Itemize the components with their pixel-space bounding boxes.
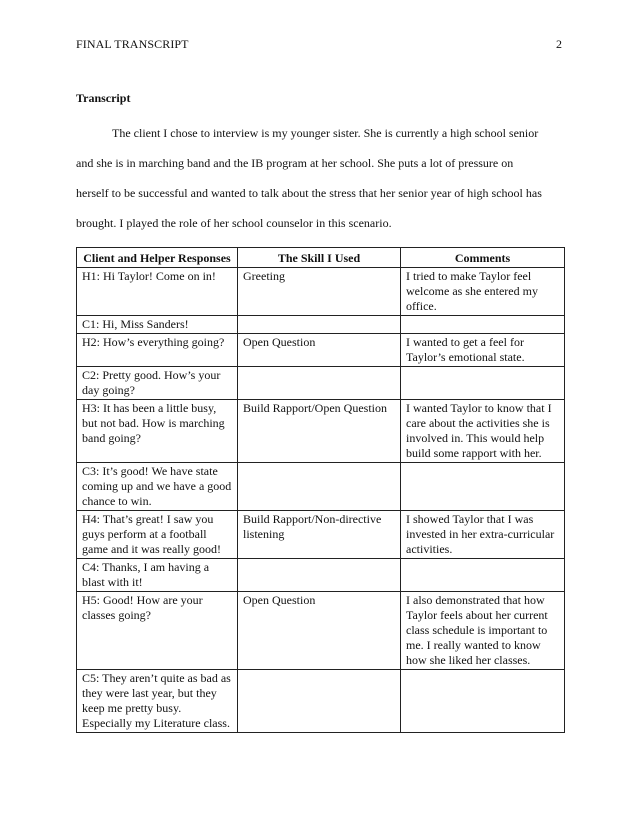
page-number: 2	[556, 37, 562, 51]
comment-cell	[401, 463, 565, 511]
comment-cell: I wanted to get a feel for Taylor’s emotional state.	[401, 334, 565, 367]
table-row	[77, 367, 565, 400]
skill-cell: Open Question	[238, 334, 401, 367]
comment-cell	[401, 367, 565, 400]
table-row	[77, 463, 565, 511]
response-cell: H5: Good! How are your classes going?	[77, 592, 238, 670]
comment-cell	[401, 559, 565, 592]
transcript-table	[76, 247, 565, 733]
skill-cell	[238, 367, 401, 400]
comment-cell: I tried to make Taylor feel welcome as she entered my office.	[401, 268, 565, 316]
skill-cell: Build Rapport/Open Question	[238, 400, 401, 463]
skill-cell	[238, 316, 401, 334]
table-row	[77, 670, 565, 733]
table-row	[77, 334, 565, 367]
response-cell: C5: They aren’t quite as bad as they were last year, but they keep me pretty busy. Especially my Literature class.	[77, 670, 238, 733]
response-cell: H1: Hi Taylor! Come on in!	[77, 268, 238, 316]
skill-cell: Build Rapport/Non-directive listening	[238, 511, 401, 559]
comment-cell: I showed Taylor that I was invested in her extra-curricular activities.	[401, 511, 565, 559]
comment-cell: I wanted Taylor to know that I care about the activities she is involved in. This would help build some rapport with her.	[401, 400, 565, 463]
response-cell: C4: Thanks, I am having a blast with it!	[77, 559, 238, 592]
response-cell: H2: How’s everything going?	[77, 334, 238, 367]
response-cell: H4: That’s great! I saw you guys perform at a football game and it was really good!	[77, 511, 238, 559]
intro-line-4: brought. I played the role of her school counselor in this scenario.	[76, 216, 392, 230]
comment-cell	[401, 670, 565, 733]
intro-line-3: herself to be successful and wanted to talk about the stress that her senior year of high school has	[76, 186, 542, 200]
skill-cell	[238, 670, 401, 733]
table-row	[77, 268, 565, 316]
table-row	[77, 559, 565, 592]
table-row	[77, 316, 565, 334]
table-row	[77, 400, 565, 463]
table-header-row	[77, 248, 565, 268]
header-skill: The Skill I Used	[238, 248, 401, 268]
response-cell: H3: It has been a little busy, but not bad. How is marching band going?	[77, 400, 238, 463]
response-cell: C1: Hi, Miss Sanders!	[77, 316, 238, 334]
response-cell: C3: It’s good! We have state coming up and we have a good chance to win.	[77, 463, 238, 511]
section-title: Transcript	[76, 91, 131, 105]
header-responses: Client and Helper Responses	[77, 248, 238, 268]
intro-line-2: and she is in marching band and the IB program at her school. She puts a lot of pressure on	[76, 156, 514, 170]
skill-cell: Greeting	[238, 268, 401, 316]
comment-cell	[401, 316, 565, 334]
response-cell: C2: Pretty good. How’s your day going?	[77, 367, 238, 400]
table-row	[77, 592, 565, 670]
skill-cell	[238, 559, 401, 592]
skill-cell: Open Question	[238, 592, 401, 670]
table-row	[77, 511, 565, 559]
comment-cell: I also demonstrated that how Taylor feels about her current class schedule is important to me. I really wanted to know how she liked her classes.	[401, 592, 565, 670]
header-comments: Comments	[401, 248, 565, 268]
skill-cell	[238, 463, 401, 511]
intro-line-1: The client I chose to interview is my younger sister. She is currently a high school senior	[112, 126, 539, 140]
running-head: FINAL TRANSCRIPT	[76, 37, 189, 51]
